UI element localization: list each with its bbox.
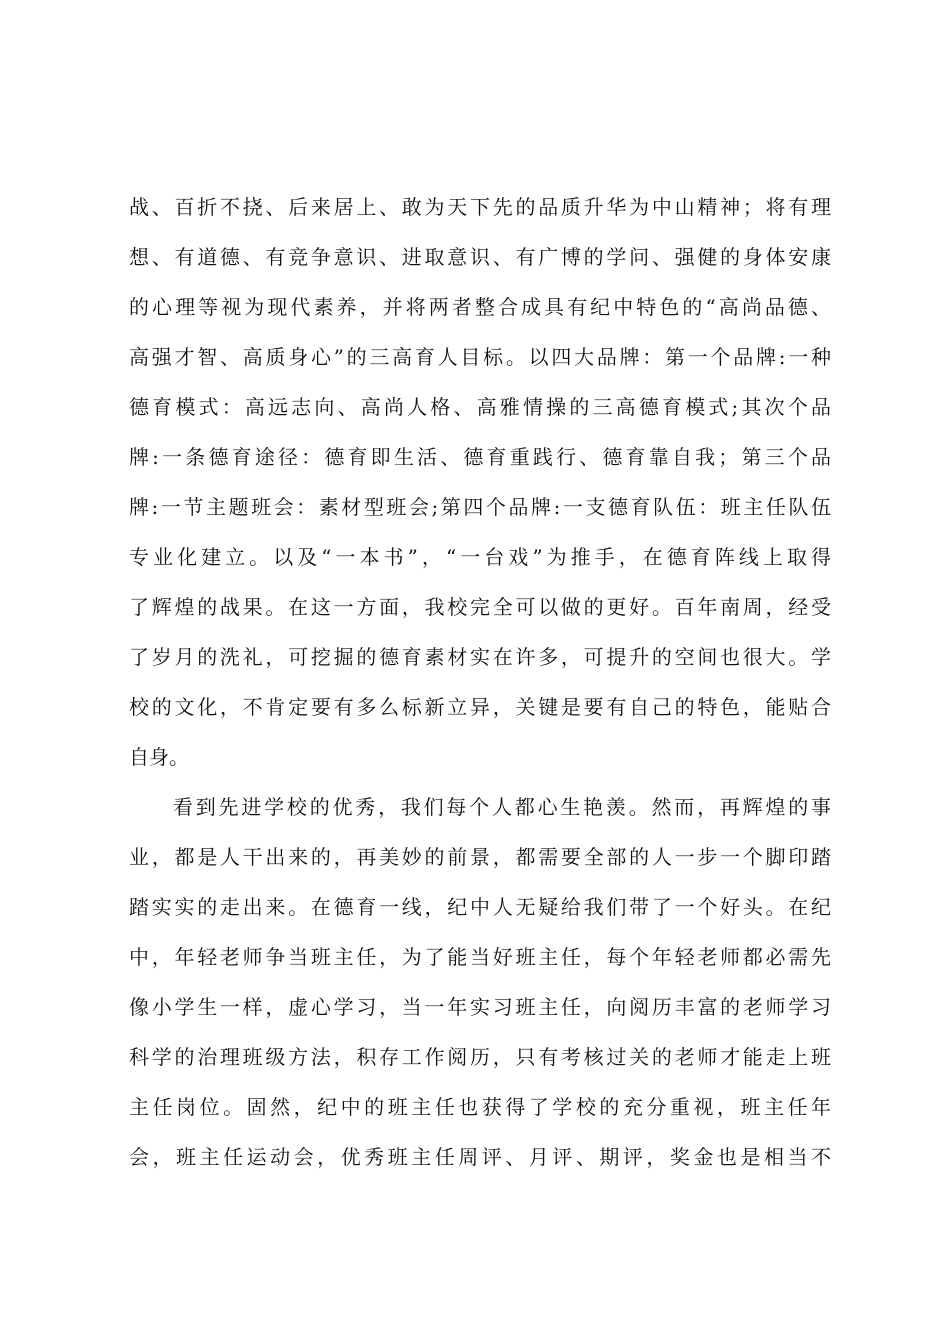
text-line: 德育模式：高远志向、高尚人格、高雅情操的三高德育模式;其次个品 — [129, 395, 831, 419]
text-line: 的心理等视为现代素养，并将两者整合成具有纪中特色的“高尚品德、 — [129, 295, 831, 319]
text-line: 业，都是人干出来的，再美妙的前景，都需要全部的人一步一个脚印踏 — [129, 845, 831, 869]
text-line: 高强才智、高质身心”的三高育人目标。以四大品牌：第一个品牌:一种 — [129, 345, 831, 369]
paragraph-1 — [129, 182, 831, 782]
text-line: 科学的治理班级方法，积存工作阅历，只有考核过关的老师才能走上班 — [129, 1045, 831, 1069]
text-line: 踏实实的走出来。在德育一线，纪中人无疑给我们带了一个好头。在纪 — [129, 895, 831, 919]
text-line: 了岁月的洗礼，可挖掘的德育素材实在许多，可提升的空间也很大。学 — [129, 645, 831, 669]
paragraph-2 — [129, 782, 831, 1182]
text-line: 牌:一节主题班会：素材型班会;第四个品牌:一支德育队伍：班主任队伍 — [129, 495, 831, 519]
text-line: 了辉煌的战果。在这一方面，我校完全可以做的更好。百年南周，经受 — [129, 595, 831, 619]
body-text — [129, 182, 831, 1182]
text-line: 会，班主任运动会，优秀班主任周评、月评、期评，奖金也是相当不 — [129, 1145, 831, 1169]
text-line: 看到先进学校的优秀，我们每个人都心生艳羡。然而，再辉煌的事 — [173, 795, 831, 819]
text-line: 专业化建立。以及“一本书”，“一台戏”为推手，在德育阵线上取得 — [129, 545, 831, 569]
text-line: 校的文化，不肯定要有多么标新立异，关键是要有自己的特色，能贴合 — [129, 695, 831, 719]
text-line: 牌:一条德育途径：德育即生活、德育重践行、德育靠自我；第三个品 — [129, 445, 831, 469]
text-line: 中，年轻老师争当班主任，为了能当好班主任，每个年轻老师都必需先 — [129, 945, 831, 969]
text-line: 想、有道德、有竞争意识、进取意识、有广博的学问、强健的身体安康 — [129, 245, 831, 269]
text-line: 战、百折不挠、后来居上、敢为天下先的品质升华为中山精神；将有理 — [129, 195, 831, 219]
text-line: 像小学生一样，虚心学习，当一年实习班主任，向阅历丰富的老师学习 — [129, 995, 831, 1019]
text-line: 主任岗位。固然，纪中的班主任也获得了学校的充分重视，班主任年 — [129, 1095, 831, 1119]
text-line: 自身。 — [129, 745, 189, 769]
